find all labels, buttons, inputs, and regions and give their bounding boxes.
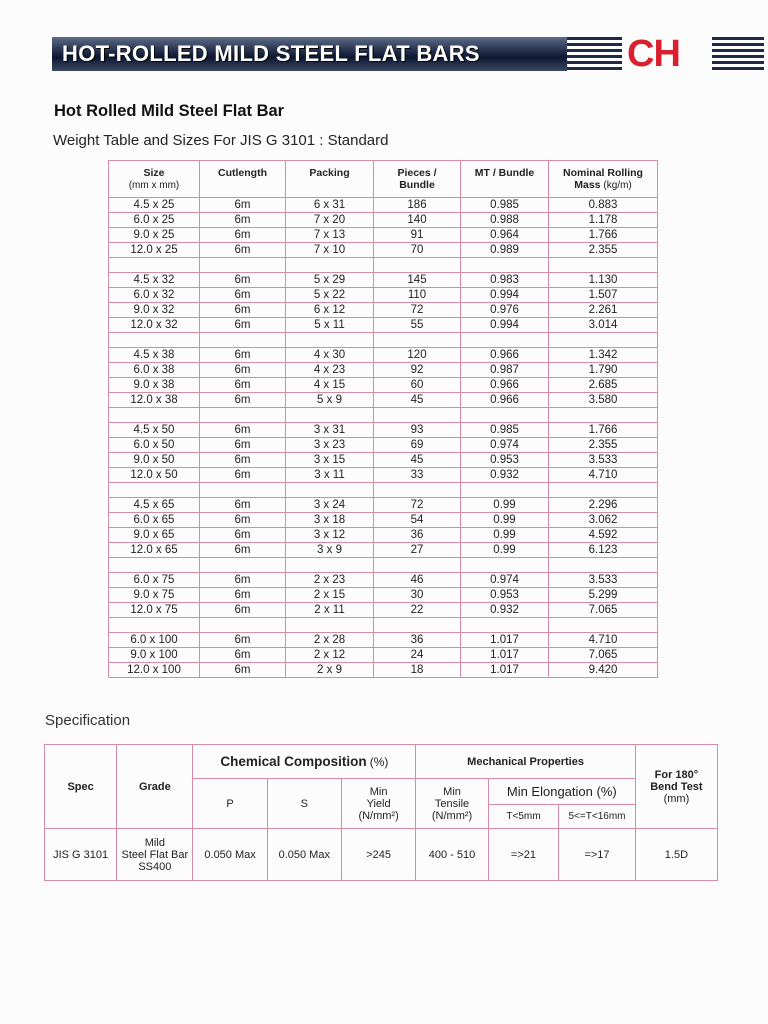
table-cell: 6m xyxy=(200,348,286,363)
table-cell: 9.420 xyxy=(549,663,658,678)
table-row xyxy=(109,453,658,468)
t2-header: 5<=T<16mm xyxy=(559,805,636,829)
table-cell: 6m xyxy=(200,543,286,558)
col-packing: Packing xyxy=(286,161,374,198)
p-value: 0.050 Max xyxy=(193,829,267,881)
table-cell: 6m xyxy=(200,303,286,318)
table-row xyxy=(109,303,658,318)
table-cell xyxy=(286,483,374,498)
table-cell: 1.017 xyxy=(461,633,549,648)
table-cell: 0.994 xyxy=(461,288,549,303)
table-cell: 7 x 13 xyxy=(286,228,374,243)
table-cell: 4 x 23 xyxy=(286,363,374,378)
tensile-header: Min Tensile (N/mm²) xyxy=(416,779,488,829)
table-cell xyxy=(461,258,549,273)
table-cell: 0.985 xyxy=(461,198,549,213)
table-cell: 3.533 xyxy=(549,453,658,468)
table-spacer-row xyxy=(109,483,658,498)
table-cell: 12.0 x 38 xyxy=(109,393,200,408)
table-cell: 6.0 x 100 xyxy=(109,633,200,648)
table-cell xyxy=(549,618,658,633)
table-cell: 1.790 xyxy=(549,363,658,378)
table-spacer-row xyxy=(109,408,658,423)
table-cell: 0.99 xyxy=(461,543,549,558)
table-cell: 0.989 xyxy=(461,243,549,258)
table-cell: 2.355 xyxy=(549,438,658,453)
table-cell: 6m xyxy=(200,198,286,213)
table-row xyxy=(109,423,658,438)
table-cell: 6m xyxy=(200,648,286,663)
table-row xyxy=(109,348,658,363)
chem-header: Chemical Composition (%) xyxy=(193,745,416,779)
table-cell xyxy=(374,558,461,573)
table-cell xyxy=(286,558,374,573)
col-size: Size (mm x mm) xyxy=(109,161,200,198)
table-cell: 5.299 xyxy=(549,588,658,603)
table-cell: 4.5 x 32 xyxy=(109,273,200,288)
table-cell: 46 xyxy=(374,573,461,588)
company-logo xyxy=(627,35,709,75)
banner-title: HOT-ROLLED MILD STEEL FLAT BARS xyxy=(62,41,480,66)
table-cell xyxy=(461,408,549,423)
elongation-header: Min Elongation (%) xyxy=(488,779,635,805)
table-row xyxy=(109,393,658,408)
table-spacer-row xyxy=(109,258,658,273)
table-cell: 1.178 xyxy=(549,213,658,228)
table-cell: 1.017 xyxy=(461,648,549,663)
table-cell: 69 xyxy=(374,438,461,453)
table-cell: 2 x 9 xyxy=(286,663,374,678)
table-cell xyxy=(549,258,658,273)
page-subheading: Weight Table and Sizes For JIS G 3101 : Standard xyxy=(53,132,389,149)
table-cell xyxy=(461,618,549,633)
table-cell: 0.99 xyxy=(461,513,549,528)
col-mt-bundle: MT / Bundle xyxy=(461,161,549,198)
table-cell: 2 x 12 xyxy=(286,648,374,663)
table-cell xyxy=(109,558,200,573)
col-pieces: Pieces / Bundle xyxy=(374,161,461,198)
table-cell xyxy=(461,483,549,498)
table-cell: 6m xyxy=(200,588,286,603)
table-cell: 1.342 xyxy=(549,348,658,363)
table-cell: 4 x 30 xyxy=(286,348,374,363)
table-cell: 6.0 x 38 xyxy=(109,363,200,378)
table-cell xyxy=(549,483,658,498)
table-cell: 4.710 xyxy=(549,633,658,648)
table-cell: 93 xyxy=(374,423,461,438)
table-cell: 0.99 xyxy=(461,498,549,513)
table-cell: 2.296 xyxy=(549,498,658,513)
table-spacer-row xyxy=(109,333,658,348)
table-cell: 5 x 22 xyxy=(286,288,374,303)
weight-table-header xyxy=(109,161,658,198)
table-cell: 12.0 x 65 xyxy=(109,543,200,558)
table-cell: 3 x 9 xyxy=(286,543,374,558)
table-spacer-row xyxy=(109,558,658,573)
table-cell: 0.985 xyxy=(461,423,549,438)
table-cell xyxy=(549,558,658,573)
table-cell: 6.123 xyxy=(549,543,658,558)
banner xyxy=(52,35,712,75)
table-cell: 1.130 xyxy=(549,273,658,288)
table-cell: 36 xyxy=(374,528,461,543)
logo-text: CH xyxy=(627,33,680,75)
table-cell xyxy=(200,618,286,633)
table-cell: 1.766 xyxy=(549,423,658,438)
table-cell: 6m xyxy=(200,213,286,228)
table-cell xyxy=(549,408,658,423)
table-row xyxy=(109,633,658,648)
s-header: S xyxy=(267,779,341,829)
table-row xyxy=(109,513,658,528)
table-cell: 7.065 xyxy=(549,648,658,663)
table-cell: 9.0 x 65 xyxy=(109,528,200,543)
table-cell: 6.0 x 32 xyxy=(109,288,200,303)
table-cell: 9.0 x 100 xyxy=(109,648,200,663)
table-cell: 0.966 xyxy=(461,393,549,408)
table-cell: 0.953 xyxy=(461,588,549,603)
table-cell: 5 x 29 xyxy=(286,273,374,288)
table-cell: 0.974 xyxy=(461,438,549,453)
table-cell: 3.014 xyxy=(549,318,658,333)
table-cell: 3 x 11 xyxy=(286,468,374,483)
table-cell: 3 x 24 xyxy=(286,498,374,513)
table-cell: 186 xyxy=(374,198,461,213)
table-cell: 6m xyxy=(200,573,286,588)
table-cell: 6m xyxy=(200,603,286,618)
table-row xyxy=(109,273,658,288)
weight-table xyxy=(108,160,658,678)
table-row xyxy=(109,228,658,243)
table-cell: 1.017 xyxy=(461,663,549,678)
banner-stripes xyxy=(567,37,622,71)
table-cell: 0.966 xyxy=(461,378,549,393)
table-cell: 1.766 xyxy=(549,228,658,243)
table-cell: 4.710 xyxy=(549,468,658,483)
table-cell xyxy=(200,258,286,273)
table-cell: 22 xyxy=(374,603,461,618)
table-cell: 6.0 x 25 xyxy=(109,213,200,228)
table-cell: 12.0 x 100 xyxy=(109,663,200,678)
table-cell xyxy=(549,333,658,348)
table-cell: 27 xyxy=(374,543,461,558)
table-row xyxy=(109,438,658,453)
table-cell: 4.5 x 65 xyxy=(109,498,200,513)
table-cell: 6m xyxy=(200,663,286,678)
table-cell: 2 x 23 xyxy=(286,573,374,588)
table-cell xyxy=(374,333,461,348)
table-cell: 36 xyxy=(374,633,461,648)
table-cell: 6m xyxy=(200,378,286,393)
table-cell: 6m xyxy=(200,393,286,408)
table-cell xyxy=(200,408,286,423)
table-cell: 24 xyxy=(374,648,461,663)
table-cell xyxy=(374,408,461,423)
table-cell: 6m xyxy=(200,528,286,543)
table-cell xyxy=(109,618,200,633)
table-cell xyxy=(374,258,461,273)
table-cell: 9.0 x 50 xyxy=(109,453,200,468)
table-row xyxy=(109,378,658,393)
table-cell: 45 xyxy=(374,453,461,468)
table-cell: 9.0 x 32 xyxy=(109,303,200,318)
table-cell: 4 x 15 xyxy=(286,378,374,393)
table-cell: 0.988 xyxy=(461,213,549,228)
spec-value: JIS G 3101 xyxy=(45,829,117,881)
table-cell: 0.964 xyxy=(461,228,549,243)
weight-table-body xyxy=(109,198,658,678)
table-cell: 12.0 x 25 xyxy=(109,243,200,258)
table-cell: 12.0 x 32 xyxy=(109,318,200,333)
table-cell xyxy=(109,483,200,498)
specification-heading: Specification xyxy=(45,712,131,729)
table-cell: 4.5 x 38 xyxy=(109,348,200,363)
table-cell: 6m xyxy=(200,243,286,258)
table-row xyxy=(109,528,658,543)
table-cell xyxy=(374,483,461,498)
table-row xyxy=(109,543,658,558)
table-cell: 54 xyxy=(374,513,461,528)
table-cell: 9.0 x 75 xyxy=(109,588,200,603)
table-cell: 0.976 xyxy=(461,303,549,318)
table-cell xyxy=(109,333,200,348)
table-cell: 6m xyxy=(200,228,286,243)
table-cell: 3 x 23 xyxy=(286,438,374,453)
tensile-value: 400 - 510 xyxy=(416,829,488,881)
table-cell: 7 x 20 xyxy=(286,213,374,228)
bend-header: For 180° Bend Test (mm) xyxy=(635,745,717,829)
table-cell: 6m xyxy=(200,273,286,288)
table-cell: 3.062 xyxy=(549,513,658,528)
table-cell: 0.932 xyxy=(461,603,549,618)
table-cell: 92 xyxy=(374,363,461,378)
table-cell: 6m xyxy=(200,288,286,303)
table-cell: 2 x 11 xyxy=(286,603,374,618)
table-cell: 12.0 x 50 xyxy=(109,468,200,483)
table-cell: 4.592 xyxy=(549,528,658,543)
table-row xyxy=(109,573,658,588)
table-cell: 3.580 xyxy=(549,393,658,408)
table-row xyxy=(109,288,658,303)
table-cell xyxy=(109,258,200,273)
elongation-t2-value: =>17 xyxy=(559,829,636,881)
table-cell: 120 xyxy=(374,348,461,363)
table-cell: 6m xyxy=(200,468,286,483)
p-header: P xyxy=(193,779,267,829)
table-cell xyxy=(286,258,374,273)
table-cell xyxy=(200,333,286,348)
table-cell: 145 xyxy=(374,273,461,288)
table-cell: 6.0 x 50 xyxy=(109,438,200,453)
table-cell: 6 x 12 xyxy=(286,303,374,318)
table-row xyxy=(109,213,658,228)
table-cell: 33 xyxy=(374,468,461,483)
table-cell: 6m xyxy=(200,438,286,453)
table-cell: 6m xyxy=(200,453,286,468)
table-cell: 91 xyxy=(374,228,461,243)
table-cell: 110 xyxy=(374,288,461,303)
table-cell: 0.983 xyxy=(461,273,549,288)
table-cell: 0.932 xyxy=(461,468,549,483)
table-cell: 30 xyxy=(374,588,461,603)
table-cell: 1.507 xyxy=(549,288,658,303)
specification-table xyxy=(44,744,718,881)
banner-stripes-right xyxy=(712,37,764,71)
table-cell: 2 x 15 xyxy=(286,588,374,603)
table-cell: 3 x 12 xyxy=(286,528,374,543)
table-cell: 6m xyxy=(200,423,286,438)
table-row xyxy=(109,318,658,333)
grade-header: Grade xyxy=(117,745,193,829)
table-cell: 0.953 xyxy=(461,453,549,468)
grade-value: Mild Steel Flat Bar SS400 xyxy=(117,829,193,881)
table-cell xyxy=(200,558,286,573)
table-row xyxy=(109,648,658,663)
table-cell: 6.0 x 65 xyxy=(109,513,200,528)
table-cell xyxy=(286,408,374,423)
mech-header: Mechanical Properties xyxy=(416,745,636,779)
table-cell: 2.261 xyxy=(549,303,658,318)
table-row xyxy=(109,198,658,213)
table-row xyxy=(109,468,658,483)
table-cell: 2.685 xyxy=(549,378,658,393)
table-cell: 2.355 xyxy=(549,243,658,258)
table-cell: 3 x 31 xyxy=(286,423,374,438)
spec-header: Spec xyxy=(45,745,117,829)
table-cell xyxy=(286,618,374,633)
table-row xyxy=(109,588,658,603)
table-cell: 0.883 xyxy=(549,198,658,213)
yield-value: >245 xyxy=(341,829,415,881)
t1-header: T<5mm xyxy=(488,805,558,829)
table-cell: 0.99 xyxy=(461,528,549,543)
table-cell: 9.0 x 25 xyxy=(109,228,200,243)
table-spacer-row xyxy=(109,618,658,633)
s-value: 0.050 Max xyxy=(267,829,341,881)
page-heading: Hot Rolled Mild Steel Flat Bar xyxy=(54,102,285,120)
table-cell: 6m xyxy=(200,633,286,648)
table-cell: 3 x 18 xyxy=(286,513,374,528)
table-cell: 7 x 10 xyxy=(286,243,374,258)
table-cell xyxy=(286,333,374,348)
table-cell: 2 x 28 xyxy=(286,633,374,648)
table-cell: 6m xyxy=(200,513,286,528)
table-cell: 72 xyxy=(374,498,461,513)
table-cell: 0.994 xyxy=(461,318,549,333)
table-cell: 6m xyxy=(200,318,286,333)
table-cell: 70 xyxy=(374,243,461,258)
table-cell xyxy=(109,408,200,423)
table-cell: 7.065 xyxy=(549,603,658,618)
table-cell xyxy=(374,618,461,633)
table-cell: 6 x 31 xyxy=(286,198,374,213)
table-cell: 0.974 xyxy=(461,573,549,588)
table-cell: 140 xyxy=(374,213,461,228)
table-cell: 0.966 xyxy=(461,348,549,363)
table-row xyxy=(109,498,658,513)
table-cell: 3.533 xyxy=(549,573,658,588)
table-cell: 5 x 9 xyxy=(286,393,374,408)
table-cell: 45 xyxy=(374,393,461,408)
table-cell: 6m xyxy=(200,498,286,513)
table-cell: 6m xyxy=(200,363,286,378)
table-row xyxy=(109,603,658,618)
col-mass: Nominal Rolling Mass (kg/m) xyxy=(549,161,658,198)
table-cell: 60 xyxy=(374,378,461,393)
table-cell: 9.0 x 38 xyxy=(109,378,200,393)
col-cutlength: Cutlength xyxy=(200,161,286,198)
table-cell xyxy=(200,483,286,498)
bend-value: 1.5D xyxy=(635,829,717,881)
table-cell: 0.987 xyxy=(461,363,549,378)
table-row xyxy=(109,243,658,258)
table-cell: 6.0 x 75 xyxy=(109,573,200,588)
table-row xyxy=(109,663,658,678)
table-cell: 72 xyxy=(374,303,461,318)
yield-header: Min Yield (N/mm²) xyxy=(341,779,415,829)
spec-row xyxy=(45,829,718,881)
table-cell: 4.5 x 50 xyxy=(109,423,200,438)
table-cell: 4.5 x 25 xyxy=(109,198,200,213)
table-cell xyxy=(461,558,549,573)
table-cell xyxy=(461,333,549,348)
elongation-t1-value: =>21 xyxy=(488,829,558,881)
table-cell: 12.0 x 75 xyxy=(109,603,200,618)
table-cell: 18 xyxy=(374,663,461,678)
table-row xyxy=(109,363,658,378)
table-cell: 5 x 11 xyxy=(286,318,374,333)
table-cell: 55 xyxy=(374,318,461,333)
table-cell: 3 x 15 xyxy=(286,453,374,468)
